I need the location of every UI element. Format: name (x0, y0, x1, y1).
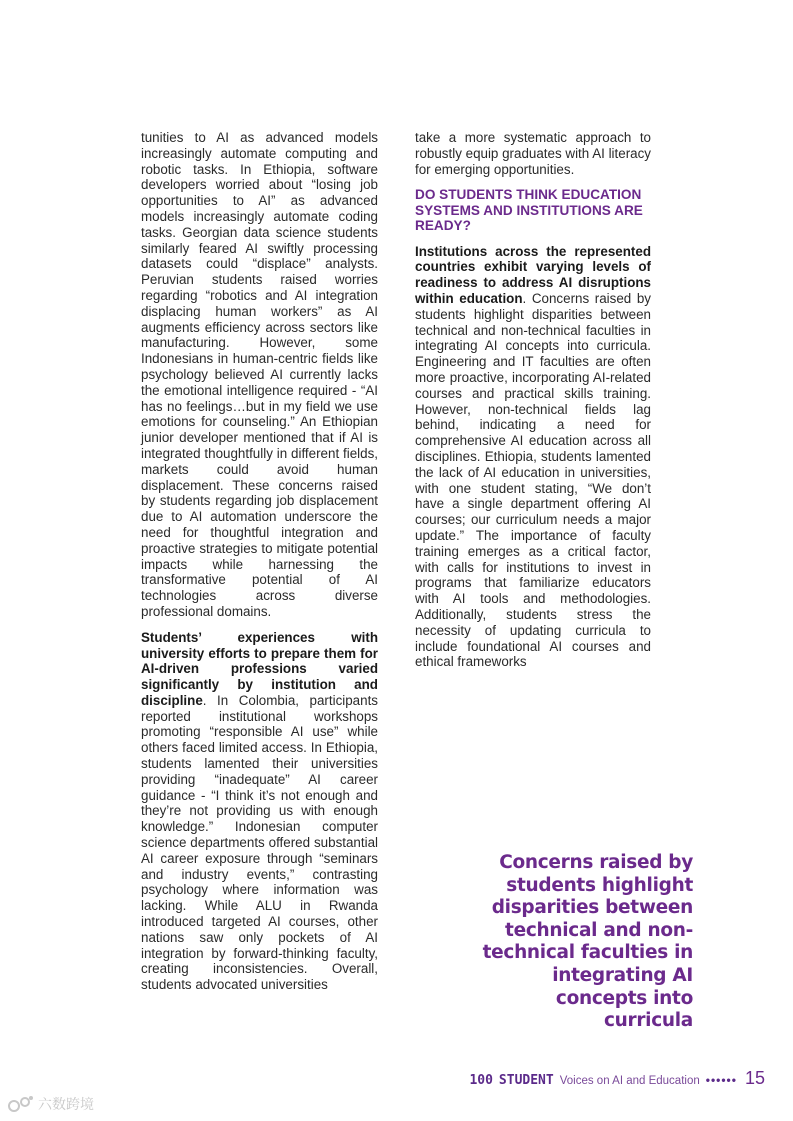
lead-in-bold: Institutions across the represented countries exhibit varying levels of readiness to address AI disruptions within education (415, 243, 651, 306)
body-paragraph (415, 244, 651, 671)
watermark (8, 1094, 94, 1114)
section-heading: DO STUDENTS THINK EDUCATION SYSTEMS AND INSTITUTIONS ARE READY? (415, 187, 643, 234)
footer-dots: •••••• (705, 1073, 737, 1087)
body-paragraph: take a more systematic approach to robustly equip graduates with AI literacy for emerging opportunities. (415, 130, 651, 177)
footer-title: Voices on AI and Education (559, 1075, 700, 1087)
paragraph-text: . Concerns raised by students highlight disparities between technical and non-technical faculties in integrating AI concepts into curricula. Engineering and IT faculties are often more proactive, incorporating AI-related courses and practical skills training. However, non-technical fields lag behind, indicating a need for comprehensive AI education across all disciplines. Ethiopia, students lamented the lack of AI education in universities, with one student stating, “We don’t have a single department offering AI courses; our curriculum needs a major update.” The importance of faculty training emerges as a critical factor, with calls for institutions to invest in programs that familiarize educators with AI tools and methodologies. Additionally, students stress the necessity of updating curricula to include foundational AI courses and ethical frameworks (415, 291, 651, 670)
paragraph-text: . In Colombia, participants reported institutional workshops promoting “responsible AI use” while others faced limited access. In Ethiopia, students lamented their universities providing “inadequate” AI career guidance - “I think it’s not enough and they’re not providing us with enough knowledge.” Indonesian computer science departments offered substantial AI career exposure through “seminars and industry events,” contrasting psychology where information was lacking. While ALU in Rwanda introduced targeted AI courses, other nations saw only pockets of AI integration by forward-thinking faculty, creating inconsistencies. Overall, students advocated universities (141, 692, 378, 993)
body-paragraph: tunities to AI as advanced models increasingly automate computing and robotic tasks. In Ethiopia, software developers worried about “losing job opportunities to AI” as advanced models increasingly automate coding tasks. Georgian data science students similarly feared AI swiftly processing datasets could “displace” analysts. Peruvian students raised worries regarding “robotics and AI integration displacing human workers” as AI augments efficiency across sectors like manufacturing. However, some Indonesians in human-centric fields like psychology believed AI currently lacks the emotional intelligence required - “AI has no feelings…but in my field we use emotions for counseling.” An Ethiopian junior developer mentioned that if AI is integrated thoughtfully in different fields, markets could avoid human displacement. These concerns raised by students regarding job displacement due to AI automation underscore the need for thoughtful integration and proactive strategies to mitigate potential impacts while harnessing the transformative potential of AI technologies across diverse professional domains. (141, 130, 378, 619)
lead-in-bold: Students’ experiences with university efforts to prepare them for AI-driven professions varied significantly by institution and discipline (141, 629, 378, 708)
page-number: 15 (744, 1068, 765, 1088)
right-column (415, 130, 651, 680)
left-column (141, 130, 378, 1003)
pull-quote: Concerns raised by students highlight disparities between technical and non-technical faculties in integrating AI concepts into curricula (482, 852, 693, 1032)
footer-number: 100 (469, 1073, 493, 1088)
watermark-text: 六数跨境 (38, 1096, 94, 1112)
body-paragraph (141, 630, 378, 993)
footer-brand: STUDENT (498, 1073, 554, 1088)
watermark-logo-icon (8, 1094, 34, 1114)
page-footer (469, 1068, 765, 1089)
